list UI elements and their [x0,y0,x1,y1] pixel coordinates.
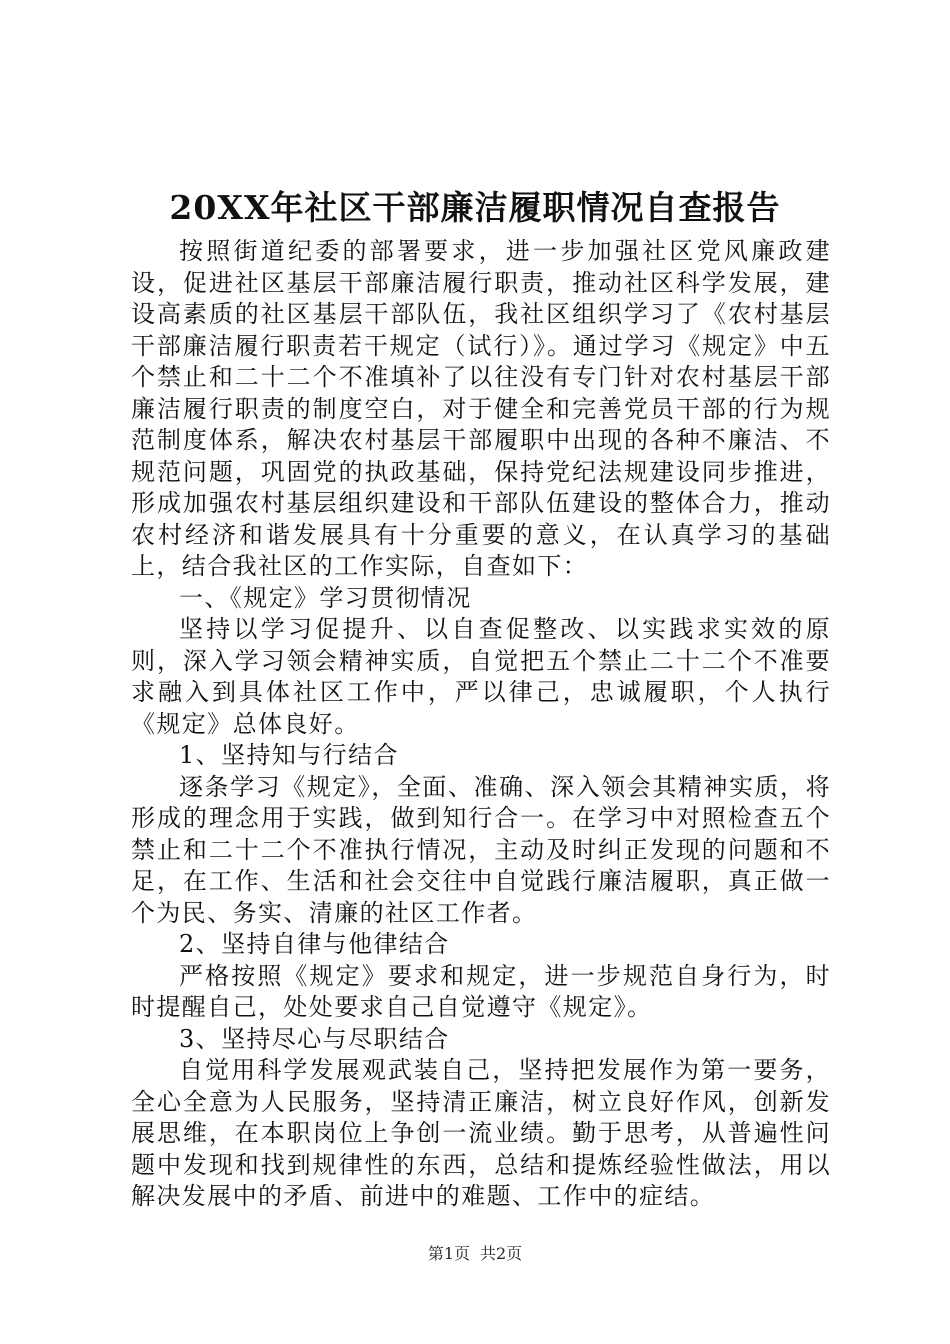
subheading-1: 1、坚持知与行结合 [179,741,399,769]
page-number-current: 第1页 [427,1244,470,1263]
subsection-1-paragraph: 逐条学习《规定》，全面、准确、深入领会其精神实质，将形成的理念用于实践，做到知行合一。在学习中对照检查五个禁止和二十二个不准执行情况，主动及时纠正发现的问题和不足，在工作、生活和社会交往中自觉践行廉洁履职，真正做一个为民、务实、清廉的社区工作者。 [131,772,831,927]
page-number-total: 共2页 [480,1244,523,1263]
section-1-paragraph: 坚持以学习促提升、以自查促整改、以实践求实效的原则，深入学习领会精神实质，自觉把五个禁止二十二个不准要求融入到具体社区工作中，严以律己，忠诚履职，个人执行《规定》总体良好。 [131,615,831,738]
section-heading-1: 一、《规定》学习贯彻情况 [179,583,472,612]
subheading-3: 3、坚持尽心与尽职结合 [179,1024,450,1053]
page-footer [0,1244,950,1264]
document-title: 20XX年社区干部廉洁履职情况自查报告 [169,188,781,227]
subsection-2-paragraph: 严格按照《规定》要求和规定，进一步规范自身行为，时时提醒自己，处处要求自己自觉遵守《规定》。 [131,961,831,1021]
subheading-2: 2、坚持自律与他律结合 [179,930,450,958]
document-body [131,236,831,1213]
intro-paragraph: 按照街道纪委的部署要求，进一步加强社区党风廉政建设，促进社区基层干部廉洁履行职责，推动社区科学发展，建设高素质的社区基层干部队伍，我社区组织学习了《农村基层干部廉洁履行职责若干规定（试行）》。通过学习《规定》中五个禁止和二十二个不准填补了以往没有专门针对农村基层干部廉洁履行职责的制度空白，对于健全和完善党员干部的行为规范制度体系，解决农村基层干部履职中出现的各种不廉洁、不规范问题，巩固党的执政基础，保持党纪法规建设同步推进，形成加强农村基层组织建设和干部队伍建设的整体合力，推动农村经济和谐发展具有十分重要的意义，在认真学习的基础上，结合我社区的工作实际，自查如下： [131,237,831,580]
subsection-3-paragraph: 自觉用科学发展观武装自己，坚持把发展作为第一要务，全心全意为人民服务，坚持清正廉洁，树立良好作风，创新发展思维，在本职岗位上争创一流业绩。勤于思考，从普遍性问题中发现和找到规律性的东西，总结和提炼经验性做法，用以解决发展中的矛盾、前进中的难题、工作中的症结。 [131,1056,831,1210]
